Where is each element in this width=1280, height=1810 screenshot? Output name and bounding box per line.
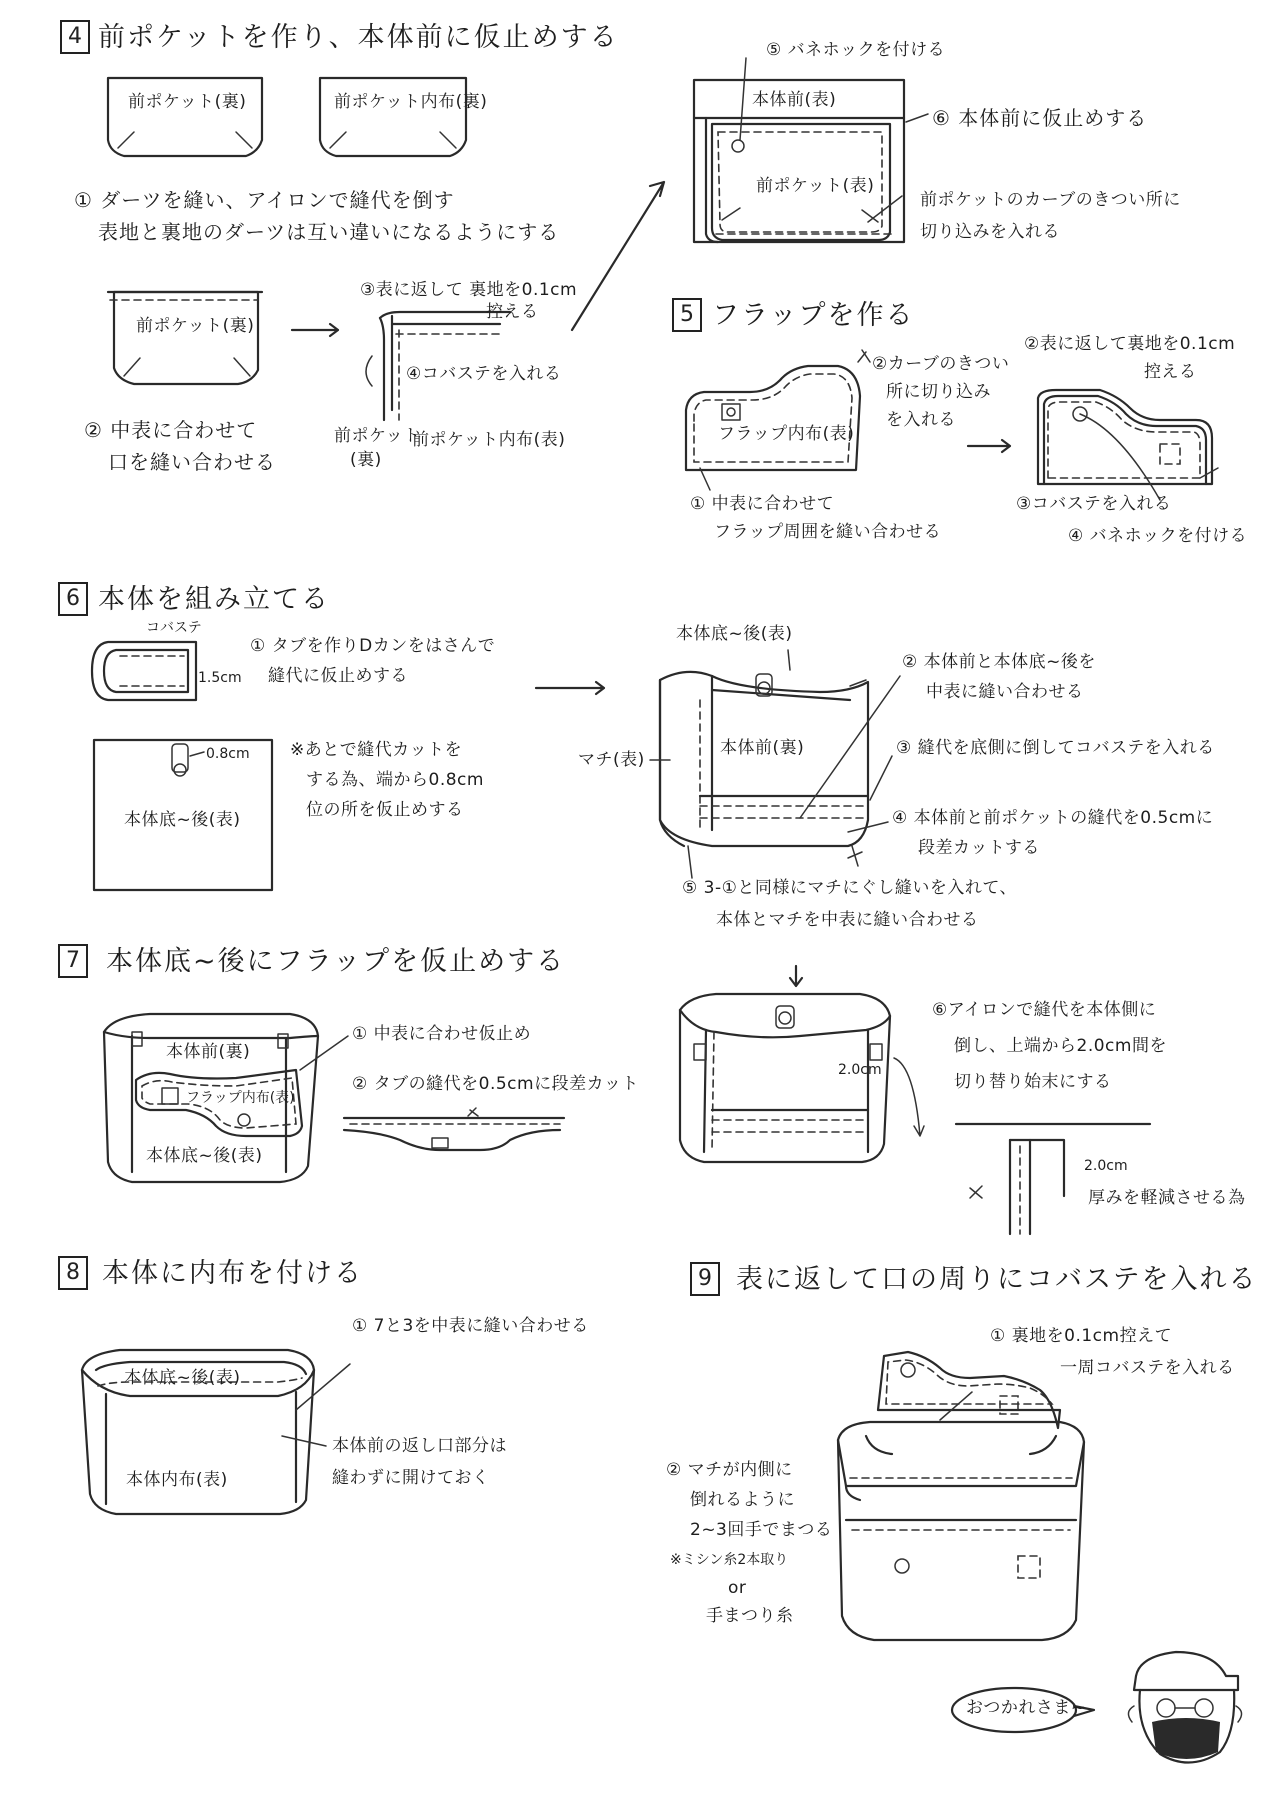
step-title: 本体底~後にフラップを仮止めする [106, 946, 566, 977]
note-text: ① 中表に合わせ仮止め [352, 1024, 532, 1044]
step-title: フラップを作る [712, 300, 915, 331]
note-text: ① ダーツを縫い、アイロンで縫代を倒す [74, 188, 455, 212]
label-gusset: マチ(表) [578, 750, 645, 770]
step-number-box: 5 [672, 298, 702, 332]
note-text: ②カーブのきつい [872, 354, 1010, 374]
leader-line [1080, 414, 1160, 500]
note-text: or [728, 1578, 747, 1598]
step-title: 表に返して口の周りにコバステを入れる [736, 1264, 1258, 1295]
label-pocket-back: 前ポケット [334, 426, 421, 446]
speech-bubble-text: おつかれさま~ [966, 1698, 1086, 1718]
note-text: 本体とマチを中表に縫い合わせる [716, 910, 979, 930]
note-text: 切り替り始末にする [954, 1072, 1112, 1092]
note-text: 控える [486, 302, 539, 322]
arrow [968, 440, 1010, 452]
note-text: ① 中表に合わせて [690, 494, 835, 514]
note-text: 倒し、上端から2.0cm間を [954, 1036, 1167, 1056]
arrow [572, 182, 664, 330]
leader-line [940, 1392, 972, 1420]
note-text: 手まつり糸 [706, 1606, 794, 1626]
note-text: ※あとで縫代カットを [290, 740, 463, 760]
step-number-box: 6 [58, 582, 88, 616]
leader-line [740, 58, 746, 140]
arrow [790, 966, 802, 986]
step-number-box: 4 [60, 20, 90, 54]
label-measure: 1.5cm [198, 670, 242, 686]
label-kobasute: コバステ [146, 620, 202, 636]
mascot-icon [1128, 1652, 1241, 1763]
note-text: ④ 本体前と前ポケットの縫代を0.5cmに [892, 808, 1214, 828]
label-measure: 2.0cm [838, 1062, 882, 1078]
step-title: 本体に内布を付ける [102, 1258, 363, 1289]
body-assembled [660, 672, 868, 846]
step-title: 前ポケットを作り、本体前に仮止めする [98, 22, 619, 53]
label-body-bottom-back: 本体底~後(表) [124, 1368, 241, 1388]
note-text: 縫わずに開けておく [332, 1468, 490, 1488]
leader-line [906, 114, 928, 122]
note-text: ② マチが内側に [666, 1460, 793, 1480]
note-text: ⑥ 本体前に仮止めする [932, 106, 1148, 130]
label-measure: 0.8cm [206, 746, 250, 762]
scissors-icon [468, 1108, 478, 1116]
label-pocket-lining: 前ポケット内布(裏) [334, 92, 488, 112]
label-body-front: 本体前(裏) [720, 738, 805, 758]
note-text: する為、端から0.8cm [306, 770, 484, 790]
note-text: ② 中表に合わせて [84, 418, 258, 442]
note-text: ②表に返して裏地を0.1cm [1024, 334, 1236, 354]
flap-section-detail [344, 1118, 564, 1150]
label-measure: 2.0cm [1084, 1158, 1128, 1174]
note-text: ② タブの縫代を0.5cmに段差カット [352, 1074, 639, 1094]
label-pocket-back: (裏) [350, 450, 382, 470]
label-pocket-back: 前ポケット(裏) [136, 316, 255, 336]
note-text: 所に切り込み [886, 382, 991, 402]
tab-piece [92, 642, 196, 700]
label-pocket-lining: 前ポケット内布(表) [412, 430, 566, 450]
leader-line [870, 756, 892, 800]
note-text: 前ポケットのカーブのきつい所に [920, 190, 1181, 210]
note-text: 口を縫い合わせる [108, 450, 276, 474]
note-text: 切り込みを入れる [920, 222, 1060, 242]
note-text: を入れる [886, 410, 956, 430]
note-text: ※ミシン糸2本取り [670, 1552, 789, 1568]
leader-line [688, 846, 692, 878]
pocket-back-piece [108, 78, 262, 156]
leader-line [788, 650, 790, 670]
note-text: ③ 縫代を底側に倒してコバステを入れる [896, 738, 1215, 758]
label-body-bottom-back: 本体底~後(表) [146, 1146, 263, 1166]
arrow [536, 682, 604, 694]
pocket-sewn-pair [108, 292, 262, 384]
note-text: 表地と裏地のダーツは互い違いになるようにする [98, 220, 560, 244]
note-text: 位の所を仮止めする [306, 800, 464, 820]
note-text: ① 7と3を中表に縫い合わせる [352, 1316, 589, 1336]
leader-line [700, 468, 710, 490]
step-number-box: 9 [690, 1262, 720, 1296]
label-pocket-front: 前ポケット(表) [756, 176, 875, 196]
leader-line [868, 196, 902, 222]
note-text: 中表に縫い合わせる [926, 682, 1084, 702]
note-text: 一周コバステを入れる [1060, 1358, 1235, 1378]
label-body-bottom-back: 本体底~後(表) [676, 624, 793, 644]
label-body-lining: 本体内布(表) [126, 1470, 228, 1490]
label-body-bottom-back: 本体底~後(表) [124, 810, 241, 830]
arrow [894, 1058, 924, 1136]
note-text: 2~3回手でまつる [690, 1520, 833, 1540]
note-text: ⑥アイロンで縫代を本体側に [932, 1000, 1157, 1020]
seam-detail [956, 1124, 1150, 1234]
note-text: ③表に返して 裏地を0.1cm [360, 280, 578, 300]
scissors-icon [858, 350, 870, 362]
note-text: ① 裏地を0.1cm控えて [990, 1326, 1173, 1346]
flap-finished [1038, 390, 1212, 484]
note-text: 控える [1144, 362, 1197, 382]
note-text: ④ バネホックを付ける [1068, 526, 1248, 546]
note-text: 倒れるように [690, 1490, 795, 1510]
pocket-lining-piece [320, 78, 466, 156]
scissors-icon [848, 846, 862, 866]
note-text: ⑤ バネホックを付ける [766, 40, 946, 60]
note-text: ⑤ 3-①と同様にマチにぐし縫いを入れて、 [682, 878, 1017, 898]
note-text: 縫代に仮止めする [268, 666, 408, 686]
scissors-icon [970, 1186, 982, 1198]
flap-open [686, 366, 860, 470]
note-text: フラップ周囲を縫い合わせる [714, 522, 942, 542]
label-flap-lining: フラップ内布(表) [186, 1090, 295, 1106]
leader-line [282, 1436, 326, 1446]
leader-line [300, 1036, 348, 1070]
note-text: ③コバステを入れる [1016, 494, 1172, 514]
label-body-front: 本体前(表) [752, 90, 837, 110]
leader-line [366, 356, 372, 386]
note-text: 厚みを軽減させる為 [1088, 1188, 1246, 1208]
step-number-box: 7 [58, 944, 88, 978]
step-title: 本体を組み立てる [98, 584, 330, 615]
label-body-front: 本体前(裏) [166, 1042, 251, 1062]
label-flap-lining: フラップ内布(表) [718, 424, 855, 444]
arrow [292, 324, 338, 336]
finished-bag [838, 1352, 1084, 1640]
note-text: 段差カットする [918, 838, 1040, 858]
label-pocket-back: 前ポケット(裏) [128, 92, 247, 112]
leader-line [1200, 468, 1218, 478]
note-text: ② 本体前と本体底~後を [902, 652, 1096, 672]
step-number-box: 8 [58, 1256, 88, 1290]
note-text: ① タブを作りDカンをはさんで [250, 636, 496, 656]
note-text: ④コバステを入れる [406, 364, 562, 384]
note-text: 本体前の返し口部分は [332, 1436, 507, 1456]
